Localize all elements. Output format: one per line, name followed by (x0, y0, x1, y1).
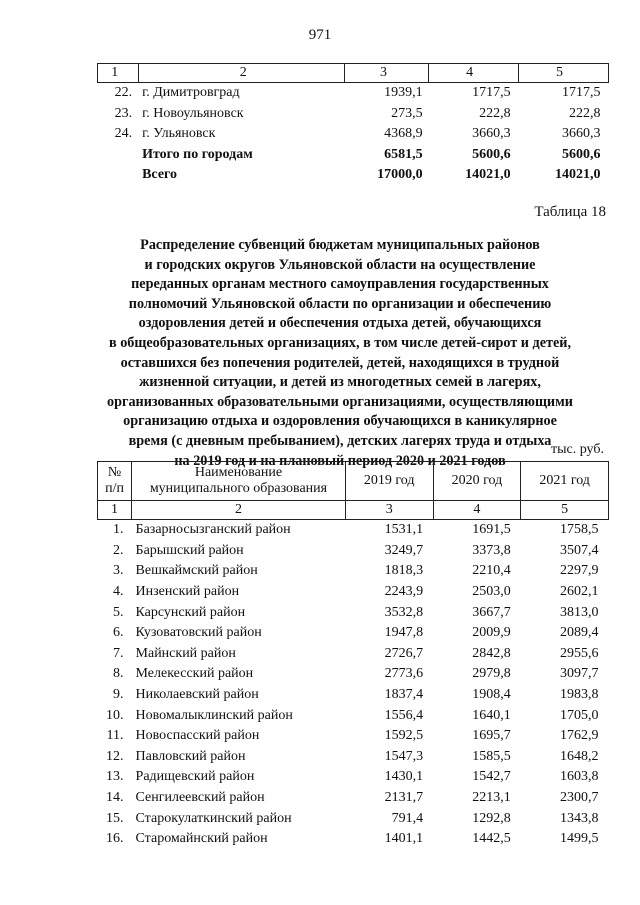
table-row (98, 582, 609, 603)
row-number: 24. (114, 126, 133, 142)
subvention-table (97, 461, 609, 850)
title-line: переданных органам местного самоуправления государственных (131, 276, 549, 293)
row-number: 6. (113, 625, 124, 641)
municipality-name: г. Ульяновск (142, 126, 216, 142)
value-2019: 1837,4 (384, 687, 424, 703)
table-row (98, 83, 609, 104)
total-2020: 5600,6 (472, 146, 511, 162)
table-body (98, 520, 609, 850)
value-2019: 2773,6 (384, 666, 424, 682)
header-2020: 2020 год (433, 462, 521, 501)
value-2019: 1430,1 (384, 769, 424, 785)
value-2021: 2602,1 (560, 584, 599, 600)
table-row (98, 623, 609, 644)
value-2021: 2089,4 (560, 625, 599, 641)
col-number: 3 (345, 501, 433, 520)
value-2021: 1717,5 (562, 85, 601, 101)
row-number: 3. (113, 563, 124, 579)
table-row (98, 520, 609, 541)
title-line: организацию отдыха и оздоровления обучающихся в каникулярное (123, 413, 557, 430)
table-row (98, 124, 609, 145)
row-number: 22. (114, 85, 133, 101)
value-2020: 1292,8 (472, 810, 511, 826)
col-number: 1 (98, 64, 139, 83)
municipality-name: Инзенский район (135, 584, 240, 600)
col-number: 5 (519, 64, 609, 83)
municipality-name: Майнский район (135, 645, 236, 661)
municipality-name: Старомайнский район (135, 831, 268, 847)
municipality-name: Карсунский район (135, 604, 246, 620)
municipality-name: Кузоватовский район (135, 625, 262, 641)
row-number: 10. (106, 707, 124, 723)
value-2020: 1717,5 (472, 85, 511, 101)
row-number: 11. (106, 728, 124, 744)
municipality-name: Базарносызганский район (135, 522, 291, 538)
column-number-row (98, 501, 609, 520)
row-number: 8. (113, 666, 124, 682)
value-2019: 1939,1 (384, 85, 423, 101)
value-2019: 3532,8 (384, 604, 424, 620)
value-2019: 2131,7 (384, 790, 424, 806)
value-2019: 1818,3 (384, 563, 424, 579)
title-line: и городских округов Ульяновской области на осуществление (144, 256, 536, 273)
value-2020: 2503,0 (472, 584, 511, 600)
value-2021: 1648,2 (560, 748, 599, 764)
table-row (98, 602, 609, 623)
title-line: на 2019 год и на плановый период 2020 и 2021 годов (174, 452, 506, 469)
value-2021: 1983,8 (560, 687, 599, 703)
header-name: Наименование муниципального образования (132, 462, 346, 501)
row-number: 1. (113, 522, 124, 538)
value-2019: 791,4 (391, 810, 424, 826)
value-2021: 1758,5 (560, 522, 599, 538)
value-2019: 1531,1 (384, 522, 424, 538)
col-number: 2 (132, 501, 346, 520)
municipality-name: Новоспасский район (135, 728, 260, 744)
municipality-name: Радищевский район (135, 769, 255, 785)
value-2021: 1499,5 (560, 831, 599, 847)
col-number: 4 (433, 501, 521, 520)
title-line: организованных образовательными организациями, осуществляющими (107, 393, 573, 410)
page-number: 971 (308, 27, 332, 43)
col-number: 2 (138, 64, 344, 83)
value-2020: 1695,7 (472, 728, 511, 744)
table-row (98, 685, 609, 706)
table-row (98, 767, 609, 788)
value-2021: 1603,8 (560, 769, 599, 785)
row-number: 4. (113, 584, 124, 600)
table-row (98, 829, 609, 850)
value-2019: 2726,7 (384, 645, 424, 661)
municipality-name: Барышский район (135, 542, 244, 558)
row-number: 9. (113, 687, 124, 703)
value-2020: 1691,5 (472, 522, 511, 538)
continuation-table (97, 63, 609, 186)
value-2021: 1762,9 (560, 728, 599, 744)
title-line: Распределение субвенций бюджетам муниципальных районов (140, 237, 540, 253)
value-2019: 273,5 (391, 105, 423, 121)
header-number: № п/п (98, 462, 132, 501)
table-row (98, 644, 609, 665)
unit-label: тыс. руб. (551, 442, 604, 457)
total-2019: 6581,5 (384, 146, 423, 162)
municipality-name: Вешкаймский район (135, 563, 258, 579)
table-row (98, 726, 609, 747)
table-row (98, 808, 609, 829)
table-label: Таблица 18 (534, 204, 606, 220)
value-2019: 1547,3 (384, 748, 424, 764)
value-2021: 1343,8 (560, 810, 599, 826)
municipality-name: Николаевский район (135, 687, 259, 703)
value-2020: 3373,8 (472, 542, 511, 558)
column-number-row (98, 64, 609, 83)
value-2020: 2210,4 (472, 563, 511, 579)
value-2020: 2213,1 (472, 790, 511, 806)
value-2021: 1705,0 (560, 707, 599, 723)
row-number: 2. (113, 542, 124, 558)
title-line: оздоровления детей и обеспечения отдыха детей, обучающихся (138, 315, 542, 332)
value-2021: 3813,0 (560, 604, 599, 620)
municipality-name: Мелекесский район (135, 666, 254, 682)
table-row (98, 541, 609, 562)
grand-total-2021: 14021,0 (555, 167, 601, 183)
value-2019: 2243,9 (384, 584, 424, 600)
grand-total-label: Всего (142, 167, 178, 183)
row-number: 5. (113, 604, 124, 620)
grand-total-row (98, 165, 609, 186)
value-2019: 4368,9 (384, 126, 423, 142)
totals-label: Итого по городам (142, 146, 253, 162)
col-number: 5 (521, 501, 609, 520)
row-number: 13. (106, 769, 124, 785)
value-2021: 3507,4 (560, 542, 599, 558)
value-2019: 1947,8 (384, 625, 424, 641)
value-2020: 2979,8 (472, 666, 511, 682)
title-line: в общеобразовательных организациях, в том числе детей-сирот и детей, (109, 334, 571, 351)
municipality-name: Павловский район (135, 748, 246, 764)
col-number: 4 (429, 64, 519, 83)
value-2019: 1556,4 (384, 707, 424, 723)
value-2020: 1585,5 (472, 748, 511, 764)
value-2021: 2297,9 (560, 563, 599, 579)
grand-total-2019: 17000,0 (377, 167, 423, 183)
value-2020: 1542,7 (472, 769, 511, 785)
header-2019: 2019 год (345, 462, 433, 501)
municipality-name: Старокулаткинский район (135, 810, 292, 826)
value-2019: 1592,5 (384, 728, 424, 744)
header-2021: 2021 год (521, 462, 609, 501)
title-line: полномочий Ульяновской области по организации и обеспечению (128, 295, 552, 312)
table-header-row (98, 462, 609, 501)
value-2020: 222,8 (479, 105, 511, 121)
table-row (98, 664, 609, 685)
table-row (98, 788, 609, 809)
row-number: 7. (113, 645, 124, 661)
value-2020: 1640,1 (472, 707, 511, 723)
value-2021: 3660,3 (562, 126, 601, 142)
row-number: 15. (106, 810, 124, 826)
title-line: оставшихся без попечения родителей, детей, находящихся в трудной (120, 354, 560, 371)
total-2021: 5600,6 (562, 146, 601, 162)
grand-total-2020: 14021,0 (465, 167, 511, 183)
value-2021: 222,8 (569, 105, 601, 121)
value-2020: 2842,8 (472, 645, 511, 661)
municipality-name: Новомалыклинский район (135, 707, 293, 723)
value-2020: 3660,3 (472, 126, 511, 142)
value-2020: 1442,5 (472, 831, 511, 847)
value-2019: 1401,1 (384, 831, 424, 847)
municipality-name: г. Новоульяновск (142, 105, 244, 121)
value-2021: 2955,6 (560, 645, 599, 661)
col-number: 3 (344, 64, 428, 83)
title-line: жизненной ситуации, и детей из многодетных семей в лагерях, (139, 374, 541, 391)
value-2020: 2009,9 (472, 625, 511, 641)
totals-row (98, 145, 609, 166)
municipality-name: г. Димитровград (142, 85, 240, 101)
value-2020: 1908,4 (472, 687, 511, 703)
row-number: 16. (106, 831, 124, 847)
title-line: время (с дневным пребыванием), детских лагерях труда и отдыха (128, 432, 552, 449)
row-number: 23. (114, 105, 133, 121)
table-row (98, 705, 609, 726)
row-number: 14. (106, 790, 124, 806)
table-row (98, 104, 609, 125)
table-row (98, 747, 609, 768)
value-2020: 3667,7 (472, 604, 511, 620)
municipality-name: Сенгилеевский район (135, 790, 265, 806)
value-2021: 3097,7 (560, 666, 599, 682)
col-number: 1 (98, 501, 132, 520)
row-number: 12. (106, 748, 124, 764)
table-row (98, 561, 609, 582)
table-title (70, 236, 610, 471)
value-2019: 3249,7 (384, 542, 424, 558)
value-2021: 2300,7 (560, 790, 599, 806)
